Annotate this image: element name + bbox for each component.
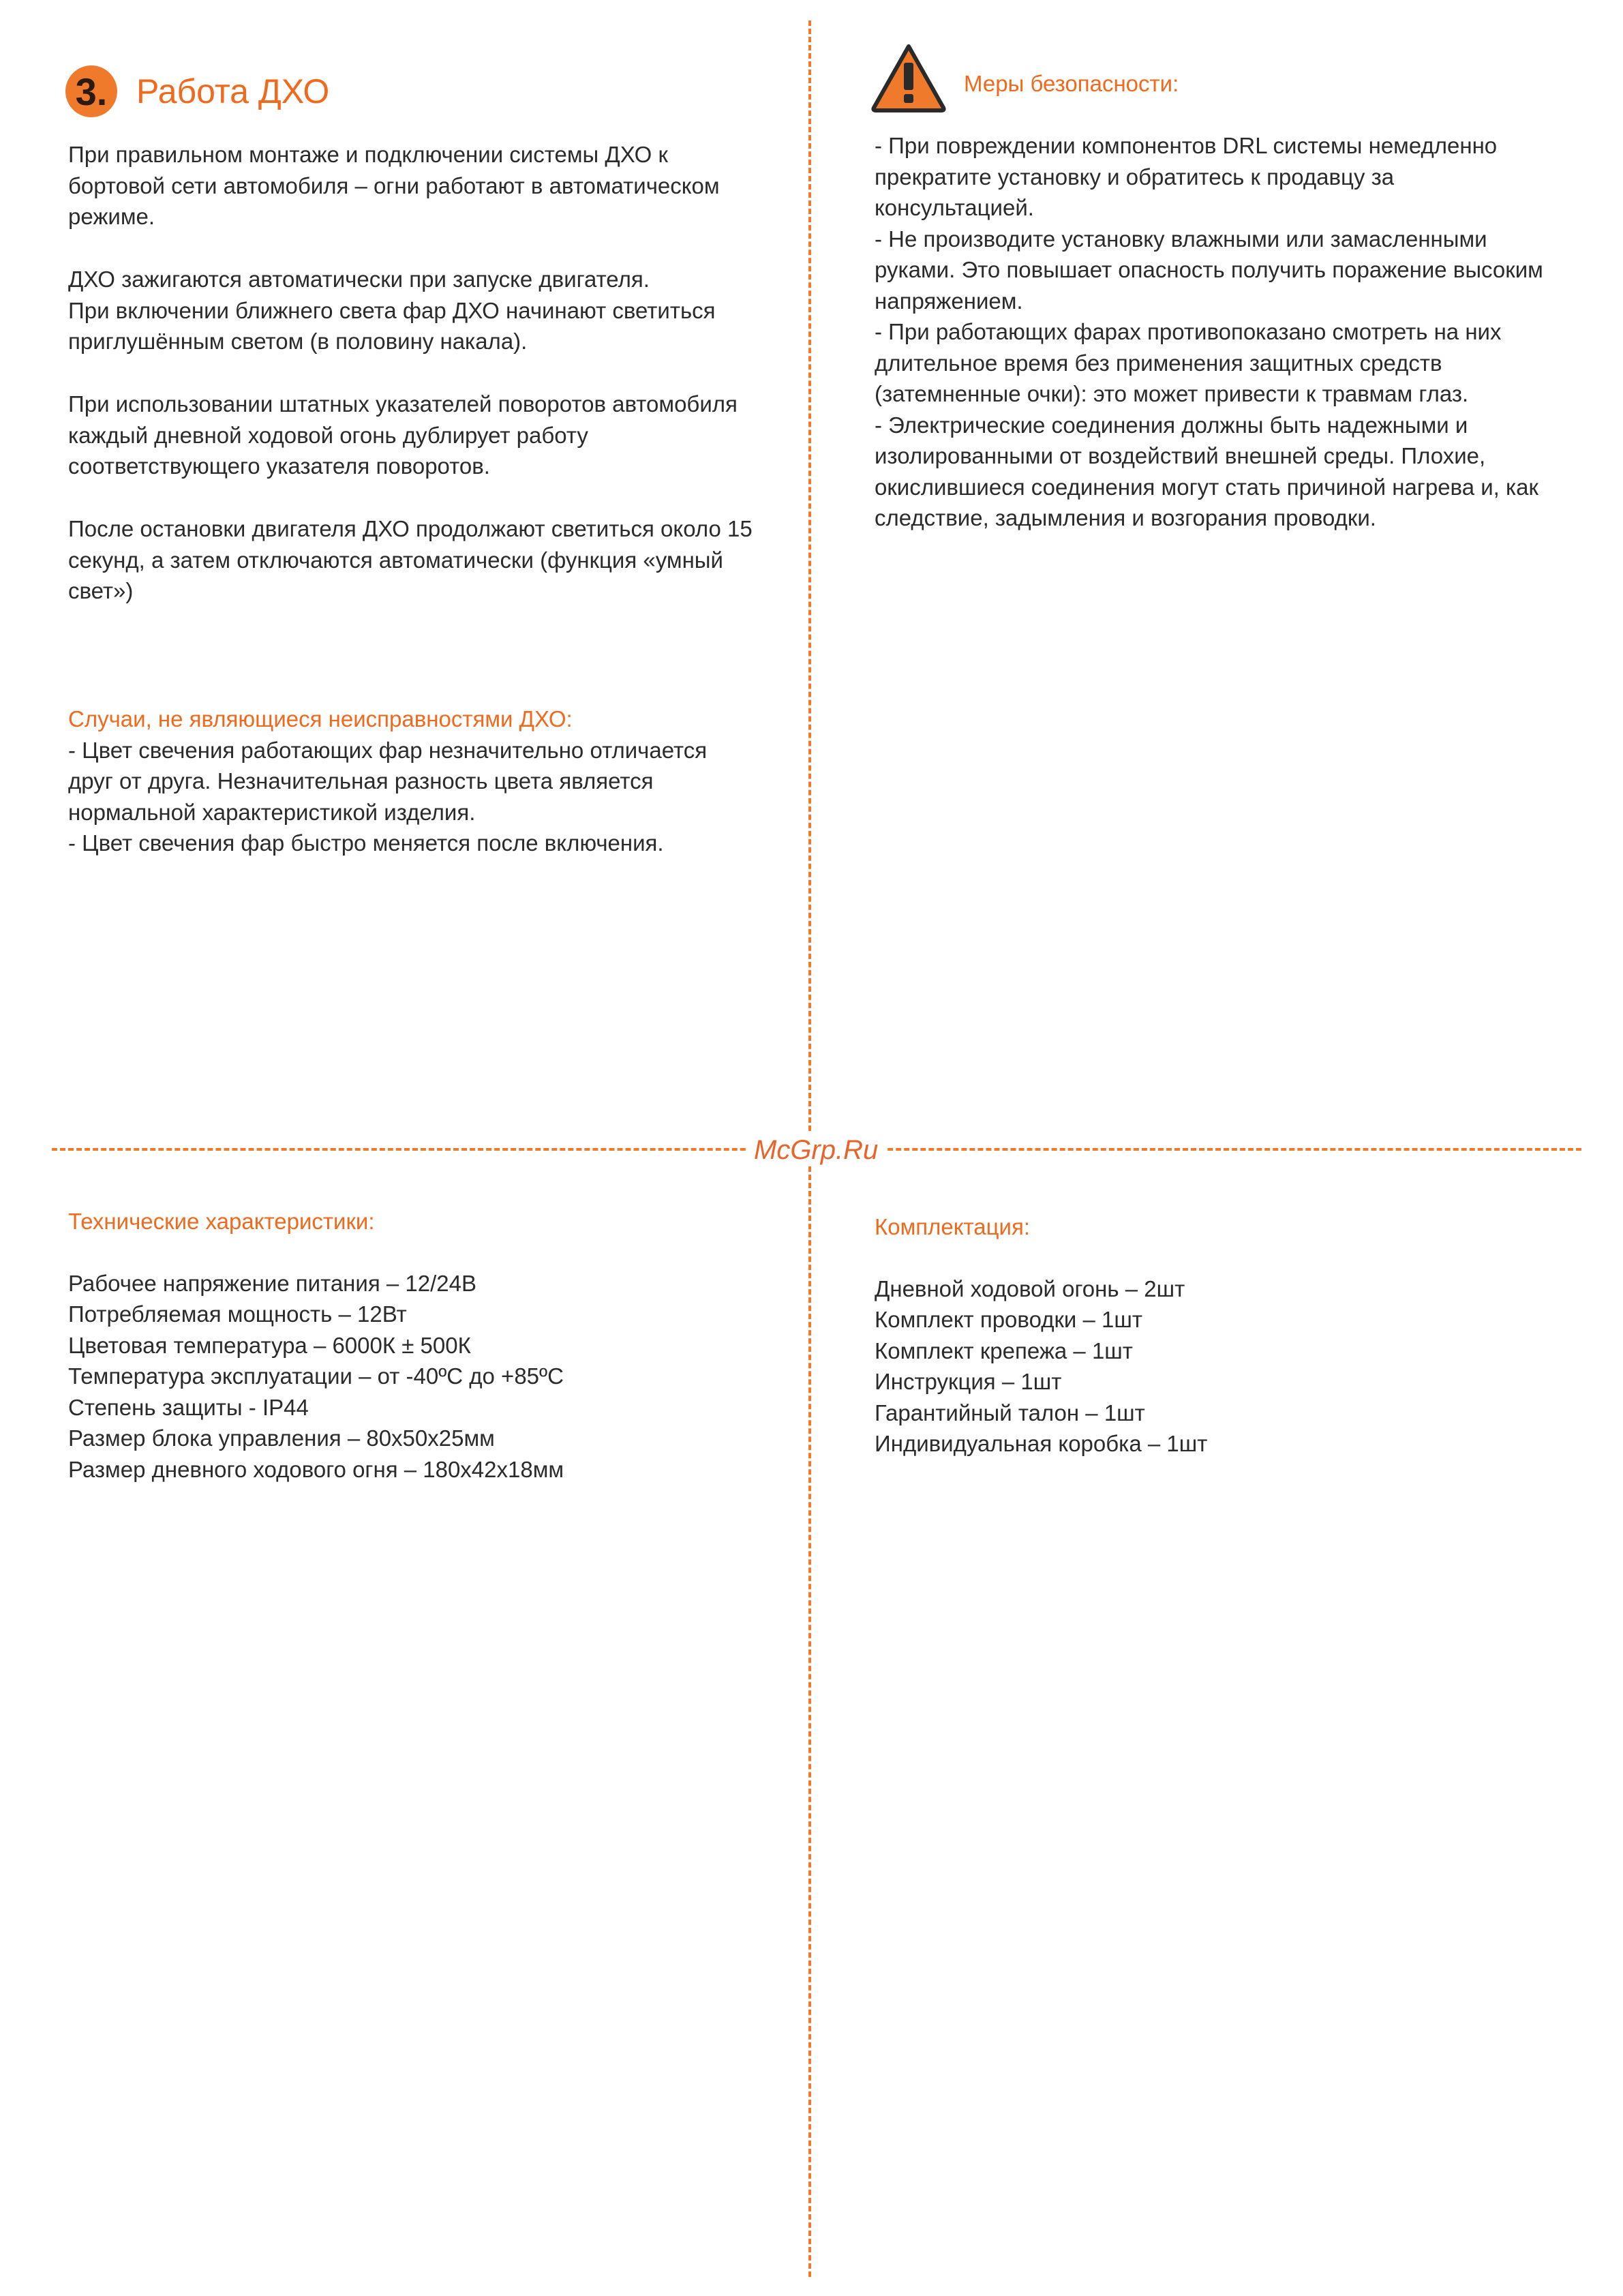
safety-text: - При повреждении компонентов DRL системы немедленно прекратите установку и обратитесь к продавцу за консультацией. - Не производите установку влажными или замасленными руками. Это повышает опасность получить поражение высоким напряжением. - При работающих фарах противопоказано смотреть на них длительное время без применения защитных средств (затемненные очки): это может привести к травмам глаз. - Электрические соединения должны быть надежными и изолированными от воздействий внешней среды. Плохие, окислившиеся соединения могут стать причиной нагрева и, как следствие, задымления и возгорания проводки. bbox=[875, 133, 1543, 530]
spec-item: Размер блока управления – 80х50х25мм bbox=[68, 1425, 495, 1451]
section-number-badge bbox=[65, 65, 117, 117]
warning-triangle-icon bbox=[870, 42, 947, 113]
not-faults-text: - Цвет свечения работающих фар незначительно отличается друг от друга. Незначительная разность цвета является нормальной характеристикой изделия. - Цвет свечения фар быстро меняется после включения. bbox=[68, 737, 708, 856]
paragraph-1: При правильном монтаже и подключении системы ДХО к бортовой сети автомобиля – огни работают в автоматическом режиме. bbox=[68, 142, 720, 229]
spec-item: Потребляемая мощность – 12Вт bbox=[68, 1301, 407, 1327]
spec-item: Температура эксплуатации – от -40ºС до +85ºС bbox=[68, 1363, 564, 1389]
specs-block bbox=[68, 1206, 791, 1485]
not-faults-block bbox=[68, 704, 791, 859]
specs-list bbox=[68, 1268, 791, 1485]
safety-title: Меры безопасности: bbox=[964, 71, 1179, 96]
package-item: Дневной ходовой огонь – 2шт bbox=[875, 1275, 1185, 1301]
not-faults-title: Случаи, не являющиеся неисправностями ДХО: bbox=[68, 706, 573, 731]
watermark: McGrp.Ru bbox=[746, 1134, 886, 1166]
package-list bbox=[875, 1273, 1597, 1460]
paragraph-3: При использовании штатных указателей поворотов автомобиля каждый дневной ходовой огонь дублирует работу соответствующего указателя поворотов. bbox=[68, 391, 738, 479]
specs-title: Технические характеристики: bbox=[68, 1209, 375, 1234]
section-title: Работа ДХО bbox=[136, 72, 330, 110]
package-item: Комплект проводки – 1шт bbox=[875, 1307, 1142, 1332]
section-number: 3. bbox=[75, 70, 108, 113]
paragraph-4: После остановки двигателя ДХО продолжают светиться около 15 секунд, а затем отключаются автоматически (функция «умный свет») bbox=[68, 516, 753, 603]
package-item: Гарантийный талон – 1шт bbox=[875, 1400, 1145, 1425]
spec-item: Размер дневного ходового огня – 180х42х18мм bbox=[68, 1456, 564, 1482]
safety-block bbox=[875, 130, 1597, 534]
paragraph-2: ДХО зажигаются автоматически при запуске двигателя. При включении ближнего света фар ДХО начинают светиться приглушённым светом (в половину накала). bbox=[68, 267, 716, 354]
spec-item: Степень защиты - IP44 bbox=[68, 1394, 309, 1420]
package-item: Инструкция – 1шт bbox=[875, 1369, 1062, 1394]
package-item: Комплект крепежа – 1шт bbox=[875, 1338, 1133, 1363]
package-title: Комплектация: bbox=[875, 1214, 1031, 1239]
spec-item: Рабочее напряжение питания – 12/24В bbox=[68, 1270, 476, 1296]
spec-item: Цветовая температура – 6000К ± 500К bbox=[68, 1332, 471, 1358]
package-block bbox=[875, 1211, 1597, 1460]
package-item: Индивидуальная коробка – 1шт bbox=[875, 1431, 1208, 1456]
